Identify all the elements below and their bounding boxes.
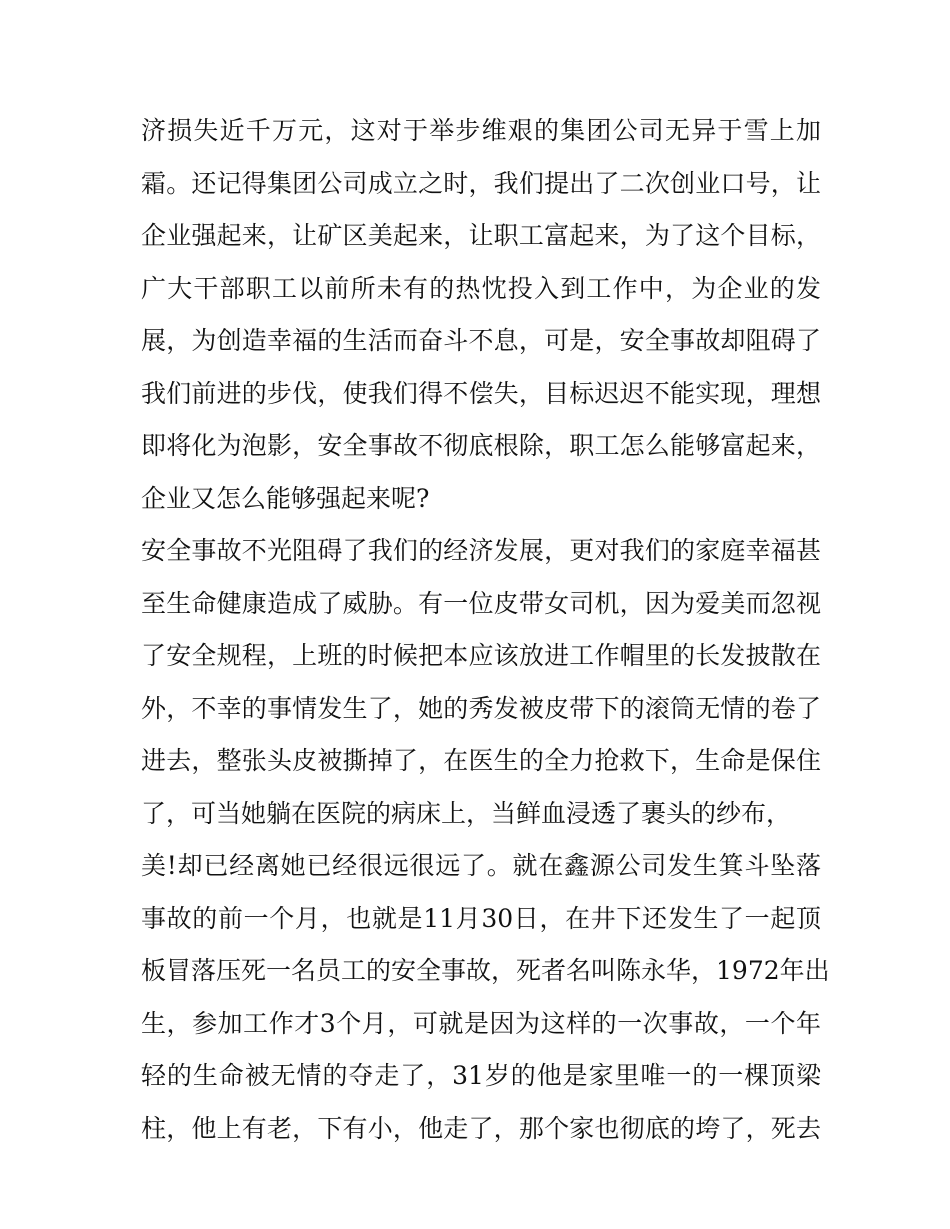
text-line-17: 板冒落压死一名员工的安全事故，死者名叫陈永华，1972年出 [141, 956, 830, 985]
text-line-20: 柱，他上有老，下有小，他走了，那个家也彻底的垮了，死去 [141, 1113, 821, 1143]
text-line-10: 至生命健康造成了威胁。有一位皮带女司机，因为爱美而忽视 [141, 588, 821, 618]
text-line-18: 生，参加工作才3个月，可就是因为这样的一次事故，一个年 [141, 1008, 821, 1038]
text-line-4: 广大干部职工以前所未有的热忱投入到工作中，为企业的发 [141, 273, 821, 303]
text-line-2: 霜。还记得集团公司成立之时，我们提出了二次创业口号，让 [141, 168, 821, 198]
text-line-16: 事故的前一个月，也就是11月30日，在井下还发生了一起顶 [141, 903, 821, 933]
text-line-3: 企业强起来，让矿区美起来，让职工富起来，为了这个目标， [141, 221, 821, 250]
text-line-5: 展，为创造幸福的生活而奋斗不息，可是，安全事故却阻碍了 [141, 326, 821, 355]
body-text [141, 105, 830, 1155]
text-line-9: 安全事故不光阻碍了我们的经济发展，更对我们的家庭幸福甚 [141, 536, 821, 565]
text-line-7: 即将化为泡影，安全事故不彻底根除，职工怎么能够富起来， [141, 431, 821, 460]
text-line-8: 企业又怎么能够强起来呢? [141, 483, 430, 513]
text-line-19: 轻的生命被无情的夺走了，31岁的他是家里唯一的一棵顶梁 [141, 1061, 821, 1090]
text-line-13: 进去，整张头皮被撕掉了，在医生的全力抢救下，生命是保住 [141, 746, 821, 775]
text-line-15: 美!却已经离她已经很远很远了。就在鑫源公司发生箕斗坠落 [141, 851, 821, 880]
text-line-14: 了，可当她躺在医院的病床上，当鲜血浸透了裹头的纱布， [141, 798, 792, 828]
text-line-1: 济损失近千万元，这对于举步维艰的集团公司无异于雪上加 [141, 116, 821, 145]
text-line-12: 外，不幸的事情发生了，她的秀发被皮带下的滚筒无情的卷了 [141, 693, 821, 723]
text-line-11: 了安全规程，上班的时候把本应该放进工作帽里的长发披散在 [141, 641, 821, 670]
text-line-6: 我们前进的步伐，使我们得不偿失，目标迟迟不能实现，理想 [141, 378, 821, 408]
